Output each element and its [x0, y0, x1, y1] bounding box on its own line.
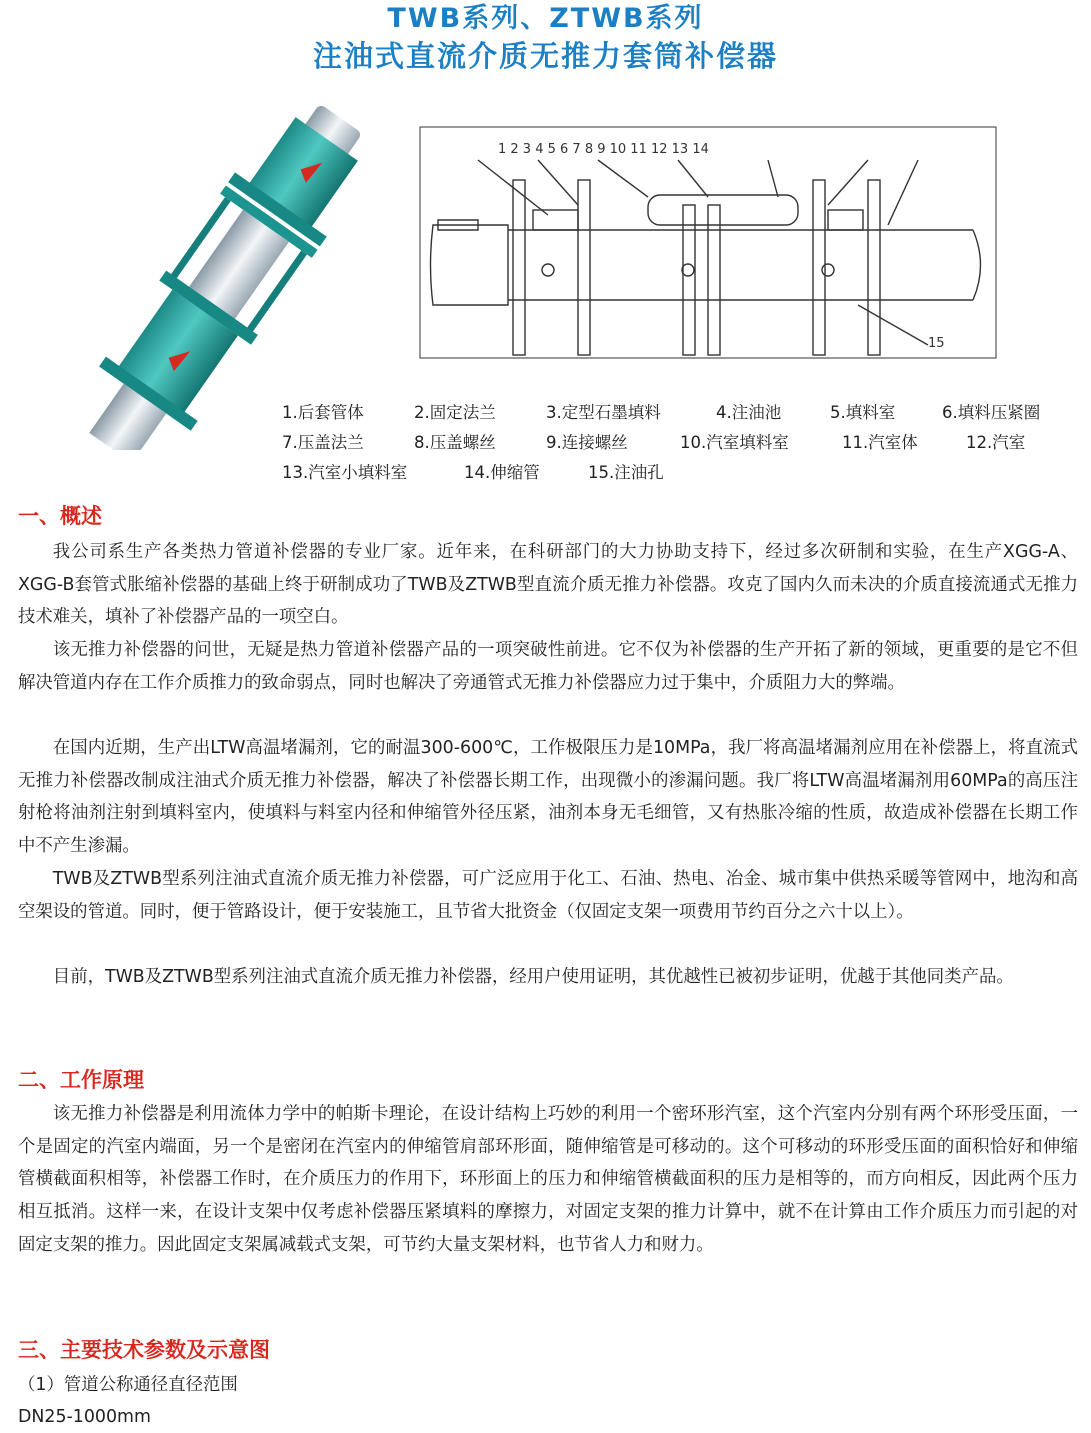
legend-item: 7.压盖法兰	[282, 433, 364, 452]
legend-item: 14.伸缩管	[464, 463, 540, 482]
param-item-value: DN25-1000mm	[18, 1407, 151, 1427]
page-title-line2: 注油式直流介质无推力套筒补偿器	[312, 39, 778, 73]
legend-item: 8.压盖螺丝	[414, 433, 496, 452]
legend-item: 3.定型石墨填料	[546, 403, 661, 422]
legend-item: 9.连接螺丝	[546, 433, 628, 452]
callout-numbers: 1 2 3 4 5 6 7 8 9 10 11 12 13 14	[498, 142, 709, 157]
callout-15: 15	[928, 336, 945, 351]
legend-item: 6.填料压紧圈	[942, 403, 1041, 422]
legend-row	[282, 428, 1072, 458]
paragraph: 目前，TWB及ZTWB型系列注油式直流介质无推力补偿器，经用户使用证明，其优越性已被初步证明，优越于其他同类产品。	[52, 967, 1014, 987]
section-heading-principle: 二、工作原理	[18, 1068, 144, 1092]
section-heading-params: 三、主要技术参数及示意图	[18, 1338, 270, 1362]
product-photo	[70, 90, 400, 450]
legend-item: 13.汽室小填料室	[282, 463, 408, 482]
legend-item: 2.固定法兰	[414, 403, 496, 422]
paragraph: 我公司系生产各类热力管道补偿器的专业厂家。近年来，在科研部门的大力协助支持下，经过多次研制和实验，在生产XGG-A、 XGG-B套管式胀缩补偿器的基础上终于研制成功了TWB及ZTWB型直流介质无推力补偿器。攻克了国内久而未决的介质直接流通式无推力技术难关，填补了补偿器产品的一项空白。	[18, 542, 1078, 628]
legend-item: 5.填料室	[830, 403, 896, 422]
param-item-label: （1）管道公称通径直径范围	[18, 1375, 238, 1395]
paragraph: TWB及ZTWB型系列注油式直流介质无推力补偿器，可广泛应用于化工、石油、热电、冶金、城市集中供热采暖等管网中，地沟和高空架设的管道。同时，便于管路设计，便于安装施工，且节省大批资金（仅固定支架一项费用节约百分之六十以上）。	[18, 869, 1078, 922]
legend-item: 15.注油孔	[588, 463, 664, 482]
legend-row	[282, 458, 1072, 488]
page-title-line1: TWB系列、ZTWB系列	[387, 3, 704, 34]
paragraph: 该无推力补偿器的问世，无疑是热力管道补偿器产品的一项突破性前进。它不仅为补偿器的生产开拓了新的领域，更重要的是它不但解决管道内存在工作介质推力的致命弱点，同时也解决了旁通管式无推力补偿器应力过于集中，介质阻力大的弊端。	[18, 640, 1078, 693]
legend-item: 4.注油池	[716, 403, 782, 422]
legend-row	[282, 398, 1072, 428]
parts-legend	[282, 398, 1072, 488]
technical-drawing	[418, 125, 998, 360]
legend-item: 1.后套管体	[282, 403, 364, 422]
paragraph: 该无推力补偿器是利用流体力学中的帕斯卡理论，在设计结构上巧妙的利用一个密环形汽室，这个汽室内分别有两个环形受压面，一个是固定的汽室内端面，另一个是密闭在汽室内的伸缩管肩部环形面，随伸缩管是可移动的。这个可移动的环形受压面的面积恰好和伸缩管横截面积相等，补偿器工作时，在介质压力的作用下，环形面上的压力和伸缩管横截面积的压力是相等的，而方向相反，因此两个压力相互抵消。这样一来，在设计支架中仅考虑补偿器压紧填料的摩擦力，对固定支架的推力计算中，就不在计算由工作介质压力而引起的对固定支架的推力。因此固定支架属减载式支架，可节约大量支架材料，也节省人力和财力。	[18, 1104, 1078, 1255]
paragraph: 在国内近期，生产出LTW高温堵漏剂，它的耐温300-600℃，工作极限压力是10MPa，我厂将高温堵漏剂应用在补偿器上，将直流式无推力补偿器改制成注油式介质无推力补偿器，解决了补偿器长期工作，出现微小的渗漏问题。我厂将LTW高温堵漏剂用60MPa的高压注射枪将油剂注射到填料室内，使填料与料室内径和伸缩管外径压紧，油剂本身无毛细管，又有热胀冷缩的性质，故造成补偿器在长期工作中不产生渗漏。	[18, 738, 1078, 857]
legend-item: 11.汽室体	[842, 433, 918, 452]
legend-item: 10.汽室填料室	[680, 433, 789, 452]
section-heading-overview: 一、概述	[18, 504, 102, 528]
legend-item: 12.汽室	[966, 433, 1026, 452]
